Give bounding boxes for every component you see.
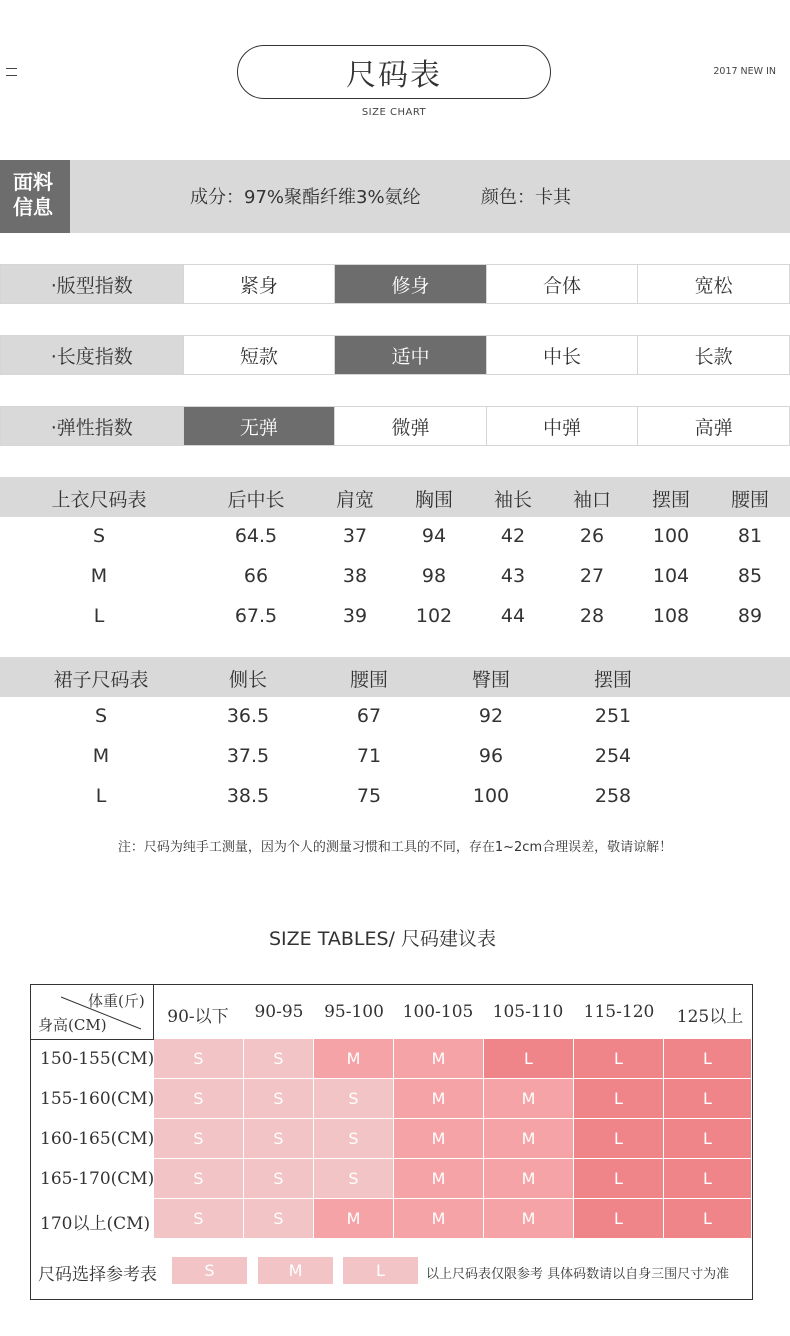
size-cell: L: [574, 1199, 664, 1239]
height-row-label: 165-170(CM): [40, 1169, 155, 1189]
weight-column-header: 125以上: [676, 1007, 744, 1027]
size-cell: S: [314, 1079, 394, 1119]
skirt-table-cell: L: [95, 785, 107, 807]
size-cell: M: [484, 1119, 574, 1159]
skirt-table-header-cell: 摆围: [593, 669, 633, 691]
size-cell: L: [574, 1039, 664, 1079]
top-table-cell: 39: [342, 605, 368, 627]
index-option[interactable]: 合体: [486, 265, 638, 303]
skirt-table-header-cell: 侧长: [228, 669, 268, 691]
weight-column-header: 100-105: [402, 1002, 474, 1022]
legend-swatch: M: [258, 1257, 333, 1284]
size-cell: M: [314, 1039, 394, 1079]
size-cell: L: [664, 1159, 752, 1199]
size-cell: M: [394, 1039, 484, 1079]
size-cell: S: [154, 1119, 244, 1159]
index-row: [0, 335, 790, 375]
size-cell: M: [394, 1159, 484, 1199]
height-row-label: 150-155(CM): [40, 1049, 155, 1069]
index-option[interactable]: 宽松: [637, 265, 789, 303]
legend-swatch: L: [343, 1257, 418, 1284]
size-cell: S: [154, 1039, 244, 1079]
top-table-cell: 43: [500, 565, 526, 587]
size-cell: L: [574, 1119, 664, 1159]
size-cell: L: [484, 1039, 574, 1079]
top-table-header-cell: 肩宽: [335, 489, 375, 511]
top-table-cell: S: [92, 525, 106, 547]
height-row-label: 160-165(CM): [40, 1129, 155, 1149]
index-option[interactable]: 修身: [334, 265, 486, 303]
skirt-table-cell: 258: [594, 785, 632, 807]
skirt-table-cell: 37.5: [226, 745, 270, 767]
fabric-color: 颜色：卡其: [481, 187, 571, 208]
size-cell: S: [244, 1079, 314, 1119]
page-title: 尺码表: [237, 45, 551, 99]
season-tag: 2017 NEW IN: [713, 66, 776, 77]
top-table-header-cell: 后中长: [227, 489, 285, 511]
top-table-cell: M: [90, 565, 108, 587]
top-table-cell: 85: [737, 565, 763, 587]
weight-column-header: 105-110: [492, 1002, 564, 1022]
top-table-cell: 37: [342, 525, 368, 547]
skirt-table-cell: 71: [356, 745, 382, 767]
size-cell: S: [244, 1159, 314, 1199]
weight-column-header: 90-95: [254, 1002, 304, 1022]
skirt-table-cell: 100: [472, 785, 510, 807]
skirt-table-cell: 36.5: [226, 705, 270, 727]
size-cell: L: [664, 1039, 752, 1079]
skirt-table-cell: 92: [478, 705, 504, 727]
size-cell: L: [664, 1199, 752, 1239]
menu-icon[interactable]: [6, 68, 17, 76]
height-row-label: 170以上(CM): [40, 1214, 151, 1234]
top-table-cell: 100: [652, 525, 690, 547]
corner-height-label: 身高(CM): [38, 1016, 107, 1034]
weight-column-header: 115-120: [583, 1002, 655, 1022]
index-option[interactable]: 长款: [637, 336, 789, 374]
index-row-label: ·弹性指数: [1, 407, 183, 445]
top-table-cell: 81: [737, 525, 763, 547]
index-option[interactable]: 紧身: [183, 265, 335, 303]
index-row-label: ·版型指数: [1, 265, 183, 303]
measurement-note: 注：尺码为纯手工测量，因为个人的测量习惯和工具的不同，存在1~2cm合理误差，敬请谅解！: [117, 840, 673, 855]
top-table-header-cell: 摆围: [651, 489, 691, 511]
top-table-cell: 94: [421, 525, 447, 547]
legend-swatch: S: [172, 1257, 247, 1284]
index-option[interactable]: 短款: [183, 336, 335, 374]
size-cell: L: [664, 1119, 752, 1159]
size-cell: S: [244, 1119, 314, 1159]
top-table-cell: 28: [579, 605, 605, 627]
size-cell: S: [154, 1079, 244, 1119]
top-table-cell: 98: [421, 565, 447, 587]
weight-column-header: 90-以下: [167, 1007, 229, 1027]
corner-weight-label: 体重(斤): [88, 992, 145, 1010]
skirt-table-header-cell: 臀围: [471, 669, 511, 691]
size-cell: M: [394, 1199, 484, 1239]
top-table-header-cell: 袖长: [493, 489, 533, 511]
size-cell: M: [394, 1079, 484, 1119]
top-table-cell: L: [93, 605, 105, 627]
index-option[interactable]: 微弹: [334, 407, 486, 445]
size-cell: L: [574, 1159, 664, 1199]
skirt-table-header-cell: 裙子尺码表: [53, 669, 149, 691]
size-cell: M: [484, 1199, 574, 1239]
skirt-table-cell: S: [94, 705, 108, 727]
size-cell: S: [154, 1199, 244, 1239]
size-cell: M: [484, 1079, 574, 1119]
height-row-label: 155-160(CM): [40, 1089, 155, 1109]
index-option[interactable]: 高弹: [637, 407, 789, 445]
top-table-cell: 42: [500, 525, 526, 547]
size-cell: S: [314, 1159, 394, 1199]
size-cell: M: [484, 1159, 574, 1199]
top-table-header-cell: 袖口: [572, 489, 612, 511]
index-option[interactable]: 无弹: [183, 407, 335, 445]
skirt-table-cell: 67: [356, 705, 382, 727]
top-table-header-cell: 上衣尺码表: [51, 489, 147, 511]
top-table-cell: 27: [579, 565, 605, 587]
size-cell: M: [394, 1119, 484, 1159]
top-table-cell: 38: [342, 565, 368, 587]
legend-label: 尺码选择参考表: [38, 1265, 157, 1285]
skirt-table-cell: 96: [478, 745, 504, 767]
size-cell: L: [664, 1079, 752, 1119]
fabric-info-label: 面料 信息: [0, 160, 70, 233]
size-cell: S: [244, 1039, 314, 1079]
skirt-table-header-cell: 腰围: [349, 669, 389, 691]
top-table-cell: 66: [243, 565, 269, 587]
top-table-cell: 104: [652, 565, 690, 587]
index-option[interactable]: 适中: [334, 336, 486, 374]
skirt-table-cell: 75: [356, 785, 382, 807]
size-cell: S: [154, 1159, 244, 1199]
skirt-table-cell: M: [92, 745, 110, 767]
size-cell: S: [244, 1199, 314, 1239]
skirt-table-cell: 251: [594, 705, 632, 727]
size-cell: M: [314, 1199, 394, 1239]
top-table-cell: 67.5: [234, 605, 278, 627]
index-row: [0, 264, 790, 304]
index-row-label: ·长度指数: [1, 336, 183, 374]
fabric-composition: 成分：97%聚酯纤维3%氨纶: [190, 187, 421, 208]
index-option[interactable]: 中弹: [486, 407, 638, 445]
skirt-table-cell: 254: [594, 745, 632, 767]
legend-note: 以上尺码表仅限参考 具体码数请以自身三围尺寸为准: [426, 1267, 730, 1282]
index-option[interactable]: 中长: [486, 336, 638, 374]
top-table-header-cell: 腰围: [730, 489, 770, 511]
header-divider: [153, 984, 154, 1040]
top-table-cell: 89: [737, 605, 763, 627]
recommend-title: SIZE TABLES/ 尺码建议表: [269, 928, 496, 950]
top-table-cell: 26: [579, 525, 605, 547]
weight-column-header: 95-100: [324, 1002, 384, 1022]
page-subtitle: SIZE CHART: [361, 107, 427, 118]
top-table-cell: 108: [652, 605, 690, 627]
top-table-header-cell: 胸围: [414, 489, 454, 511]
skirt-table-cell: 38.5: [226, 785, 270, 807]
top-table-cell: 64.5: [234, 525, 278, 547]
top-table-cell: 44: [500, 605, 526, 627]
size-cell: L: [574, 1079, 664, 1119]
index-row: [0, 406, 790, 446]
size-cell: S: [314, 1119, 394, 1159]
top-table-cell: 102: [415, 605, 453, 627]
